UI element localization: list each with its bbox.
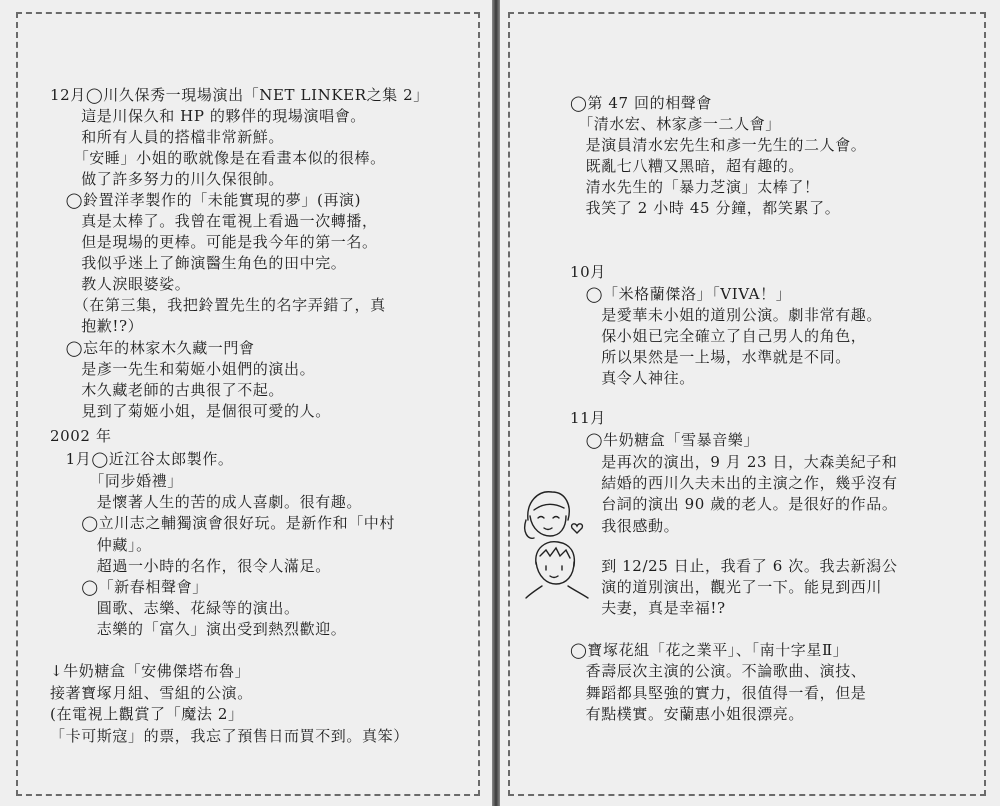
text-line: 11月 xyxy=(570,409,606,427)
woman-face-icon xyxy=(525,492,570,539)
text-line: ◯寶塚花組「花之業平」、「南十字星Ⅱ」 xyxy=(570,641,849,659)
text-line: 接著寶塚月組、雪組的公演。 xyxy=(50,684,253,702)
text-line: 和所有人員的搭檔非常新鮮。 xyxy=(50,128,285,146)
text-line: 我笑了 2 小時 45 分鐘，都笑累了。 xyxy=(570,199,841,217)
text-line: ◯鈴置洋孝製作的「未能實現的夢」(再演) xyxy=(50,191,362,209)
text-line: 我似乎迷上了飾演醫生角色的田中完。 xyxy=(50,254,347,272)
text-line: (在電視上觀賞了「魔法 2」 xyxy=(50,705,244,723)
text-line: 真是太棒了。我曾在電視上看過一次轉播， xyxy=(50,212,378,230)
text-line: 保小姐已完全確立了自己男人的角色， xyxy=(570,327,867,345)
text-line: 「安睡」小姐的歌就像是在看畫本似的很棒。 xyxy=(50,149,386,167)
text-line: ◯牛奶糖盒「雪暴音樂」 xyxy=(570,431,759,449)
text-line: 是彥一先生和菊姬小姐們的演出。 xyxy=(50,360,316,378)
text-line: 舞蹈都具堅強的實力，很值得一看，但是 xyxy=(570,684,867,702)
text-line: 演的道別演出，觀光了一下。能見到西川 xyxy=(570,578,883,596)
text-line: ◯忘年的林家木久藏一門會 xyxy=(50,339,255,357)
text-line: ↓牛奶糖盒「安佛傑塔布魯」 xyxy=(50,662,251,680)
text-line: ◯立川志之輔獨演會很好玩。是新作和「中村 xyxy=(50,514,395,532)
text-line: 既亂七八糟又黑暗，超有趣的。 xyxy=(570,157,805,175)
text-line: （在第三集，我把鈴置先生的名字弄錯了，真 xyxy=(50,296,386,314)
book-gutter xyxy=(492,0,500,806)
text-line: 志樂的「富久」演出受到熱烈歡迎。 xyxy=(50,620,347,638)
text-line: 見到了菊姬小姐，是個很可愛的人。 xyxy=(50,402,331,420)
text-line: 台詞的演出 90 歲的老人。是很好的作品。 xyxy=(570,495,898,513)
text-line: 但是現場的更棒。可能是我今年的第一名。 xyxy=(50,233,378,251)
text-line: 結婚的西川久夫未出的主演之作，幾乎沒有 xyxy=(570,474,898,492)
text-line: 真令人神往。 xyxy=(570,369,695,387)
text-line: 我很感動。 xyxy=(570,517,680,535)
text-line: 木久藏老師的古典很了不起。 xyxy=(50,381,285,399)
text-line: 「清水宏、林家彥一二人會」 xyxy=(570,115,781,133)
text-line: 「同步婚禮」 xyxy=(50,472,183,490)
couple-illustration xyxy=(520,486,595,601)
text-line: ◯「米格蘭傑洛」「VIVA！」 xyxy=(570,285,792,303)
heart-icon xyxy=(572,524,583,533)
text-line: 「卡可斯寇」的票，我忘了預售日而買不到。真笨） xyxy=(50,727,409,745)
man-face-icon xyxy=(526,542,588,598)
left-page xyxy=(0,0,492,806)
text-line: 到 12/25 日止，我看了 6 次。我去新潟公 xyxy=(570,557,898,575)
text-line: 是愛華未小姐的道別公演。劇非常有趣。 xyxy=(570,306,883,324)
text-line: 12月◯川久保秀一現場演出「NET LINKER之集 2」 xyxy=(50,86,429,104)
text-line: 是再次的演出，9 月 23 日，大森美紀子和 xyxy=(570,453,898,471)
text-line: 有點樸實。安蘭惠小姐很漂亮。 xyxy=(570,705,805,723)
text-line: 圓歌、志樂、花緑等的演出。 xyxy=(50,599,300,617)
text-line: 1月◯近江谷太郎製作。 xyxy=(50,450,234,468)
text-line: 仲藏」。 xyxy=(50,536,152,554)
text-line: 夫妻，真是幸福!? xyxy=(570,599,726,617)
text-line: 超過一小時的名作，很令人滿足。 xyxy=(50,557,331,575)
text-line: 2002 年 xyxy=(50,427,112,445)
text-line: 清水先生的「暴力芝演」太棒了！ xyxy=(570,178,820,196)
text-line: 這是川保久和 HP 的夥伴的現場演唱會。 xyxy=(50,107,366,125)
text-line: 教人淚眼婆娑。 xyxy=(50,275,191,293)
text-line: 是演員清水宏先生和彥一先生的二人會。 xyxy=(570,136,867,154)
text-line: 是懷著人生的苦的成人喜劇。很有趣。 xyxy=(50,493,363,511)
text-line: 10月 xyxy=(570,263,606,281)
text-line: ◯第 47 回的相聲會 xyxy=(570,94,713,112)
text-line: 香壽辰次主演的公演。不論歌曲、演技、 xyxy=(570,662,867,680)
text-line: 抱歉!?） xyxy=(50,317,144,335)
text-line: 做了許多努力的川久保很帥。 xyxy=(50,170,285,188)
text-line: ◯「新春相聲會」 xyxy=(50,578,208,596)
text-line: 所以果然是一上場，水準就是不同。 xyxy=(570,348,851,366)
